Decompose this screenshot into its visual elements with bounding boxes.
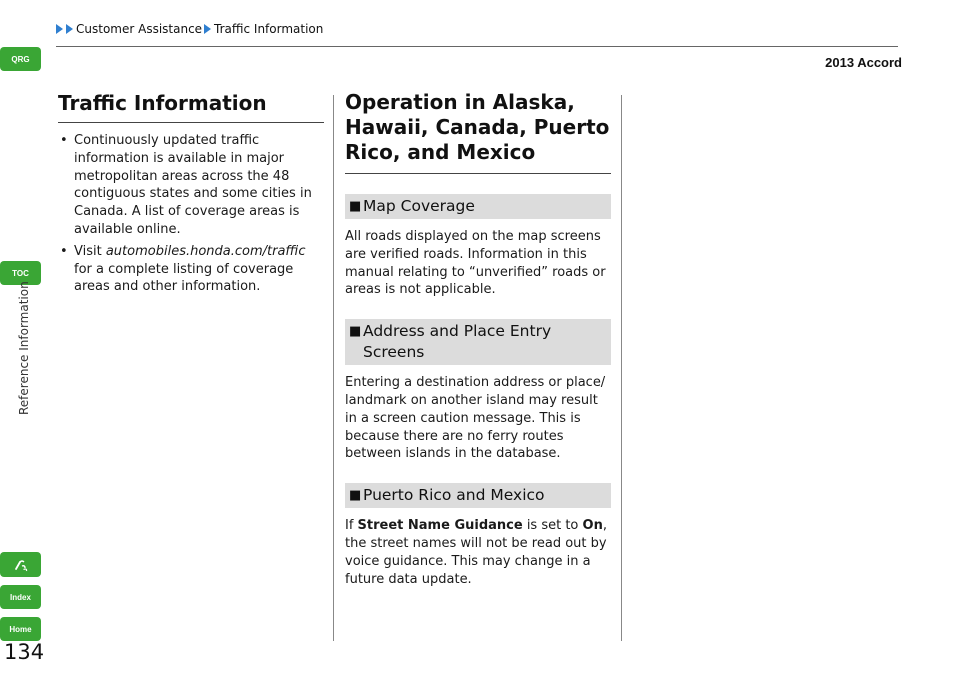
column-divider <box>333 95 334 641</box>
on-setting-label: On <box>582 518 603 534</box>
section-heading-address-entry <box>345 319 611 365</box>
breadcrumb <box>56 22 323 36</box>
street-name-guidance-label: Street Name Guidance <box>357 518 523 534</box>
voice-command-tab[interactable] <box>0 552 41 577</box>
breadcrumb-arrow-icon <box>66 24 73 34</box>
breadcrumb-arrow-icon <box>56 24 63 34</box>
bullet-visit-prefix: Visit <box>74 243 106 259</box>
heading-square-icon: ■ <box>349 199 362 214</box>
section-heading-text: Puerto Rico and Mexico <box>363 486 545 505</box>
section-heading-text: Address and Place Entry Screens <box>363 322 552 362</box>
heading-square-icon: ■ <box>349 324 362 340</box>
address-entry-text: Entering a destination address or place/ landmark on another island may result in a screen caution message. This is because there are no ferry routes between islands in the database. <box>345 375 606 462</box>
voice-command-icon <box>13 557 29 573</box>
breadcrumb-customer-assistance[interactable]: Customer Assistance <box>76 22 203 36</box>
operation-regions-title: Operation in Alaska, Hawaii, Canada, Puerto Rico, and Mexico <box>345 90 611 174</box>
bullet-visit-suffix: for a complete listing of coverage areas and other information. <box>74 261 294 295</box>
breadcrumb-traffic-information[interactable]: Traffic Information <box>214 22 324 36</box>
traffic-information-title: Traffic Information <box>58 90 324 123</box>
qrg-tab[interactable]: QRG <box>0 47 41 71</box>
traffic-bullet-list <box>58 132 324 296</box>
index-tab[interactable]: Index <box>0 585 41 609</box>
operation-regions-column <box>345 90 611 588</box>
page-number: 134 <box>4 640 45 664</box>
section-heading-map-coverage <box>345 194 611 219</box>
header-divider <box>56 46 898 47</box>
section-side-title: Reference Information <box>17 281 31 415</box>
section-heading-puerto-rico-mexico <box>345 483 611 508</box>
heading-square-icon: ■ <box>349 488 362 504</box>
text-prefix: If <box>345 518 358 534</box>
map-coverage-text: All roads displayed on the map screens are verified roads. Information in this manual relating to “unverified” roads or areas is not applicable. <box>345 229 606 298</box>
section-heading-text: Map Coverage <box>363 197 475 215</box>
text-mid: is set to <box>522 518 583 534</box>
toc-tab[interactable]: TOC <box>0 261 41 285</box>
traffic-information-column <box>58 90 324 300</box>
home-tab[interactable]: Home <box>0 617 41 641</box>
bullet-coverage <box>58 132 324 239</box>
column-divider <box>621 95 622 641</box>
traffic-website-link[interactable]: automobiles.honda.com/traffic <box>105 243 306 259</box>
model-label: 2013 Accord <box>825 55 902 70</box>
breadcrumb-arrow-icon <box>204 24 211 34</box>
bullet-coverage-text: Continuously updated traffic information is available in major metropolitan areas across the 48 contiguous states and some cities in Canada. A list of coverage areas is available online. <box>74 133 312 237</box>
bullet-visit <box>58 243 324 296</box>
text-suffix: , the street names will not be read out by voice guidance. This may change in a future data update. <box>345 518 607 587</box>
puerto-rico-mexico-text <box>345 517 611 588</box>
